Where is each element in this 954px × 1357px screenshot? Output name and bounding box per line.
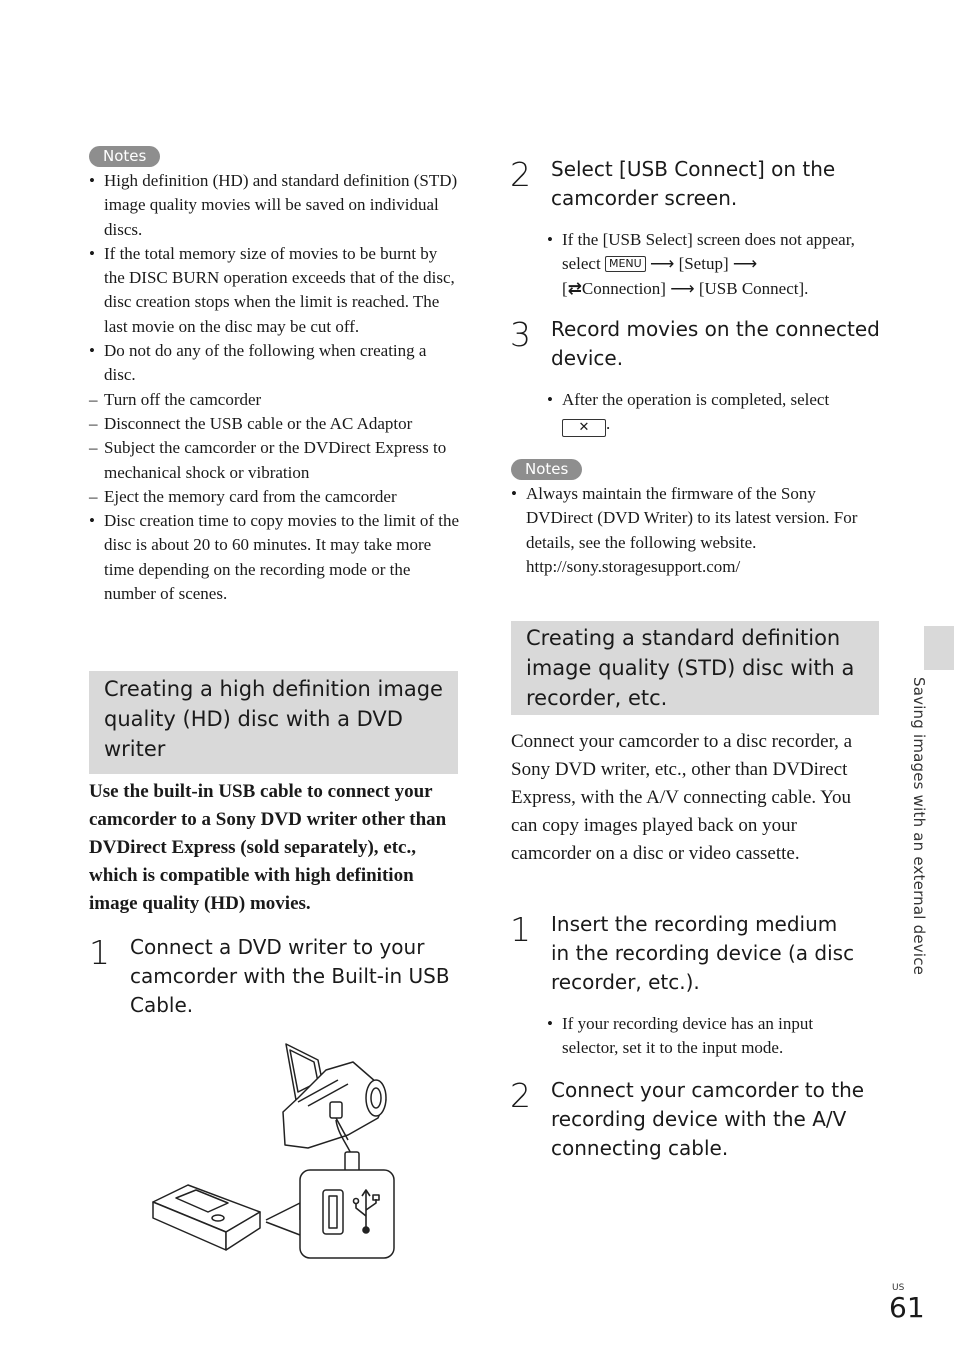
usb-port-callout (300, 1170, 394, 1258)
note-item: • Disc creation time to copy movies to the limit of the disc is about 20 to 60 minutes. It may take more time depending on the recording mode or the number of scenes. (89, 509, 461, 606)
menu-button-icon: MENU (605, 256, 646, 272)
region-code: US (892, 1283, 905, 1293)
sub-item: – Eject the memory card from the camcorder (89, 485, 461, 509)
camcorder-icon (283, 1044, 386, 1148)
note-item: • Do not do any of the following when creating a disc. – Turn off the camcorder – Disconnect the USB cable or the AC Adaptor – Subject the camcorder or the DVDirect Express to mechanical shock or vibration – Eject the memory card from the camcorder (89, 339, 461, 509)
notes-badge: Notes (511, 459, 582, 480)
notes-badge: Notes (89, 146, 160, 167)
arrow-right-icon: ⟶ (649, 254, 675, 274)
body-text: Connect your camcorder to a disc recorder, a Sony DVD writer, etc., other than DVDirect Express, with the A/V connecting cable. You can copy images played back on your camcorder on a disc or video cassette. (511, 731, 853, 864)
support-url: http://sony.storagesupport.com/ (526, 556, 741, 576)
section-tab (924, 626, 954, 670)
section-heading-hd: Creating a high definition image quality (HD) disc with a DVD writer (89, 671, 458, 774)
side-section-label: Saving images with an external device (910, 677, 928, 976)
step-text: Insert the recording medium in the recording device (a disc recorder, etc.). (551, 912, 855, 994)
step-number: 1 (510, 910, 531, 949)
step-number: 2 (510, 155, 531, 194)
sub-item: – Turn off the camcorder (89, 388, 461, 412)
bullet-item: • If the [USB Select] screen does not appear, select MENU ⟶ [Setup] ⟶ [⇄Connection] ⟶ [USB Connect]. (547, 228, 877, 301)
bullet-item: • After the operation is completed, select ✕ . (547, 388, 877, 437)
note-item: • If the total memory size of movies to be burnt by the DISC BURN operation exceeds that of the disc, disc creation stops when the limit is reached. The last movie on the disc may be cut off. (89, 242, 461, 339)
bullet-item: • If your recording device has an input selector, set it to the input mode. (547, 1012, 867, 1061)
step-number: 2 (510, 1076, 531, 1115)
step3-bullets (547, 388, 877, 437)
note-item: • Always maintain the firmware of the Sony DVDirect (DVD Writer) to its latest version. For details, see the following website. http://sony.storagesupport.com/ (511, 482, 866, 579)
notes-list (511, 482, 866, 579)
sub-list (89, 388, 461, 509)
intro-text: Use the built-in USB cable to connect your camcorder to a Sony DVD writer other than DVDirect Express (sold separately), etc., which is compatible with high definition image quality (HD) movies. (89, 781, 447, 914)
step-text: Connect your camcorder to the recording device with the A/V connecting cable. (551, 1078, 865, 1160)
sub-item: – Subject the camcorder or the DVDirect Express to mechanical shock or vibration (89, 436, 461, 485)
dvd-writer-icon (153, 1185, 260, 1250)
section-heading-std: Creating a standard definition image quality (STD) disc with a recorder, etc. (511, 621, 879, 715)
step-number: 3 (510, 315, 531, 354)
step-text: Record movies on the connected device. (551, 317, 880, 370)
usb-connection-illustration (148, 1040, 400, 1262)
connection-icon: ⇄ (567, 278, 582, 299)
arrow-right-icon: ⟶ (670, 278, 695, 298)
s1-bullets (547, 1012, 867, 1061)
note-item: • High definition (HD) and standard definition (STD) image quality movies will be saved on individual discs. (89, 169, 461, 242)
page-number: 61 (889, 1291, 925, 1324)
notes-list (89, 169, 461, 606)
step-text: Select [USB Connect] on the camcorder screen. (551, 157, 836, 210)
step-number: 1 (89, 933, 110, 972)
sub-item: – Disconnect the USB cable or the AC Adaptor (89, 412, 461, 436)
close-button-icon: ✕ (562, 419, 606, 437)
step2-bullets (547, 228, 877, 301)
step-text: Connect a DVD writer to your camcorder with the Built-in USB Cable. (130, 935, 450, 1017)
arrow-right-icon: ⟶ (732, 254, 758, 274)
